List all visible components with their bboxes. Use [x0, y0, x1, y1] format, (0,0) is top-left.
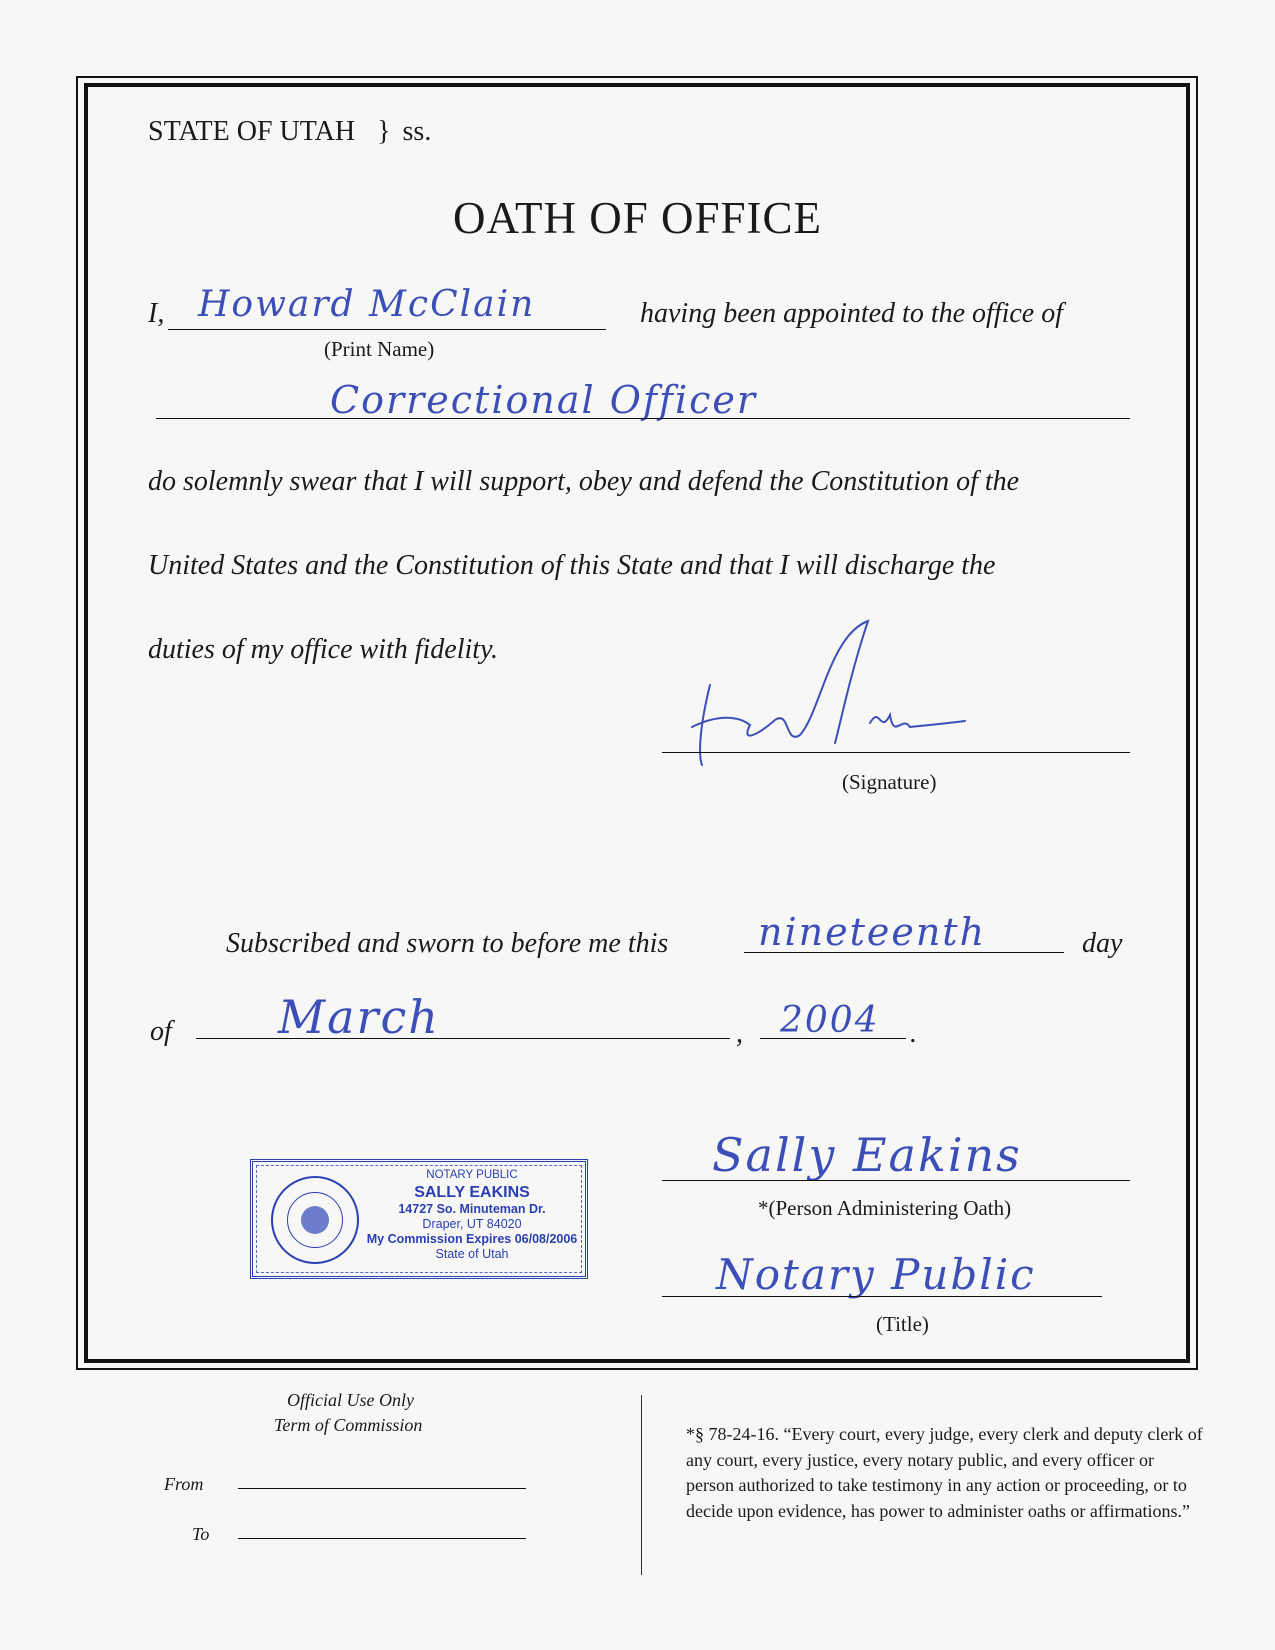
signature-line — [662, 752, 1130, 753]
handwritten-month: March — [278, 990, 440, 1044]
footer-divider — [641, 1395, 642, 1575]
from-field — [238, 1488, 526, 1489]
officer-signature — [680, 615, 980, 785]
handwritten-day: nineteenth — [758, 910, 987, 954]
administrator-caption: *(Person Administering Oath) — [758, 1196, 1012, 1220]
administrator-line — [662, 1180, 1130, 1181]
name-line — [168, 329, 606, 330]
oath-prefix: I, — [148, 298, 165, 329]
stamp-notary-public: NOTARY PUBLIC — [426, 1169, 518, 1181]
stamp-commission: My Commission Expires 06/08/2006 — [366, 1232, 578, 1246]
from-label: From — [164, 1474, 204, 1494]
document-title: OATH OF OFFICE — [452, 193, 823, 243]
brace-glyph: } — [377, 116, 391, 147]
stamp-notary-name: SALLY EAKINS — [414, 1184, 530, 1201]
of-word: of — [150, 1016, 172, 1047]
stamp-address-1: 14727 So. Minuteman Dr. — [398, 1202, 546, 1216]
stamp-state: State of Utah — [435, 1247, 509, 1261]
ss-abbrev: ss. — [402, 116, 432, 147]
term-of-commission-heading: Term of Commission — [274, 1415, 423, 1435]
state-name: STATE OF UTAH — [148, 116, 356, 147]
title-caption: (Title) — [876, 1312, 929, 1336]
statute-footnote: *§ 78-24-16. “Every court, every judge, every clerk and deputy clerk of any court, every justice, every notary public, and every officer or person authorized to take testimony in any action or proceeding, or to decide upon evidence, has power to administer oaths or affirmations.” — [686, 1424, 1203, 1521]
handwritten-name: Howard McClain — [198, 284, 536, 325]
oath-line-1: do solemnly swear that I will support, obey and defend the Constitution of the — [148, 466, 1020, 497]
title-line — [662, 1296, 1102, 1297]
year-line — [760, 1038, 906, 1039]
office-line — [156, 418, 1130, 419]
oath-line-2: United States and the Constitution of this State and that I will discharge the — [148, 550, 996, 581]
official-use-heading: Official Use Only — [287, 1390, 414, 1410]
state-seal-icon — [271, 1176, 359, 1264]
appointed-text: having been appointed to the office of — [640, 298, 1064, 329]
handwritten-title: Notary Public — [716, 1250, 1036, 1299]
handwritten-office: Correctional Officer — [330, 378, 758, 422]
date-period: . — [910, 1018, 917, 1049]
state-header — [148, 116, 431, 148]
day-line — [744, 952, 1064, 953]
subscribed-text: Subscribed and sworn to before me this — [226, 928, 669, 959]
notary-stamp — [250, 1159, 588, 1279]
handwritten-year: 2004 — [780, 1000, 880, 1041]
notary-signature: Sally Eakins — [712, 1128, 1022, 1182]
day-word: day — [1082, 928, 1123, 959]
date-comma: , — [736, 1018, 743, 1049]
stamp-address-2: Draper, UT 84020 — [422, 1217, 522, 1231]
signature-caption: (Signature) — [842, 770, 937, 794]
print-name-caption: (Print Name) — [324, 337, 435, 361]
month-line — [196, 1038, 730, 1039]
to-label: To — [192, 1524, 210, 1544]
to-field — [238, 1538, 526, 1539]
oath-line-3: duties of my office with fidelity. — [148, 634, 498, 665]
